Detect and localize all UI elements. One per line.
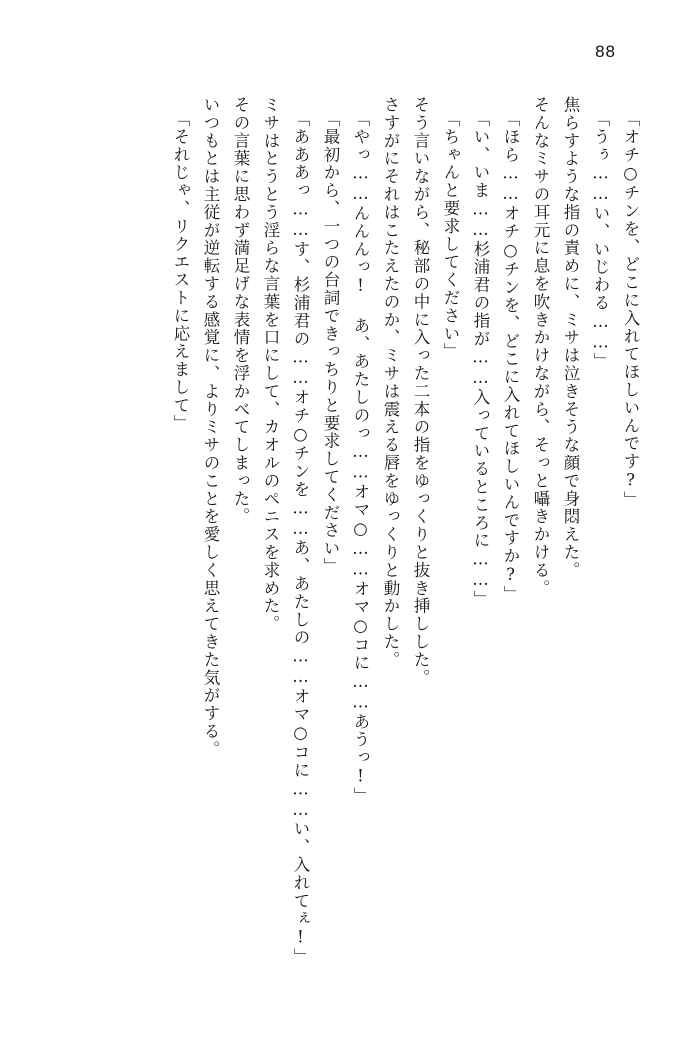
text-column: そう言いながら、秘部の中に入った二本の指をゆっくりと抜き挿しした。 [411,96,430,687]
text-column: その言葉に思わず満足げな表情を浮かべてしまった。 [231,96,250,526]
text-column: 「あああっ……す、杉浦君の……オチ○チンを……あ、あたしの……オマ○コに……い、入れてぇ!」 [291,110,310,966]
text-column: 「やっ……んんんっ! あ、あたしのっ……オマ○……オマ○コに……あうっ!」 [351,110,370,805]
text-column: 「ちゃんと要求してください」 [441,110,460,361]
page-number: 88 [595,42,616,61]
text-column: さすがにそれはこたえたのか、ミサは震える唇をゆっくりと動かした。 [381,96,400,669]
vertical-text-body [52,96,640,966]
text-column: 焦らすような指の責めに、ミサは泣きそうな顔で身悶えた。 [561,96,580,580]
text-column: 「うぅ……い、いじわる……」 [591,110,610,371]
text-column: そんなミサの耳元に息を吹きかけながら、そっと囁きかける。 [531,96,550,598]
text-column: 「オチ○チンを、どこに入れてほしいんです?」 [621,110,640,509]
text-column: 「ほら……オチ○チンを、どこに入れてほしいんですか?」 [501,110,520,604]
text-column: ミサはとうとう淫らな言葉を口にして、カオルのペニスを求めた。 [261,96,280,633]
text-column: いつもとは主従が逆転する感覚に、よりミサのことを愛しく思えてきた気がする。 [201,96,220,759]
text-column: 「最初から、一つの台詞できっちりと要求してください」 [321,110,340,576]
text-column: 「い、いま……杉浦君の指が……入っているところに……」 [471,110,490,609]
text-column: 「それじゃ、リクエストに応えまして」 [171,110,190,433]
